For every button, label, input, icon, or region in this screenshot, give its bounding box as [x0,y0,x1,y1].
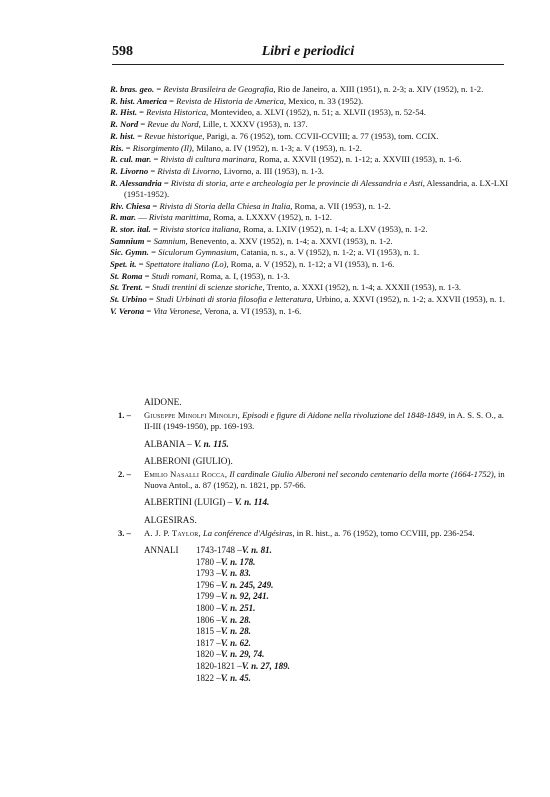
abbrev-title: Spettatore italiano (Lo), [145,259,229,270]
page-header [112,44,504,62]
annali-label [144,557,196,569]
abbrev-key: R. Hist. [110,107,137,118]
abbrev-equals: = [144,235,154,246]
abbrev-details: Roma, a. V (1952), n. 1-12; a VI (1953), n. 1-6. [228,259,395,270]
abbrev-title: Vita Veronese, [153,305,203,316]
ref-dash: – [187,438,192,449]
abbrev-key: R. hist. [110,130,136,141]
abbrev-key: St. Urbino [110,294,147,305]
annali-row [144,568,512,580]
annali-year: 1820 – [196,649,221,660]
abbreviation-entry [110,143,512,154]
abbreviation-entry [110,259,512,270]
annali-ref: V. n. 27, 189. [241,660,290,671]
annali-year: 1743-1748 – [196,545,242,556]
entry-author: A. J. P. Taylor, [144,527,201,538]
abbrev-details: Montevideo, a. XLVI (1952), n. 51; a. XLVII (1953), n. 52-54. [208,107,426,118]
abbrev-title: Revue historique, [144,130,205,141]
entry-number: 1. – [118,410,131,421]
header-rule [112,64,504,65]
abbrev-title: Siculorum Gymnasium, [158,247,239,258]
annali-label [144,591,196,603]
abbrev-equals: = [142,282,153,293]
annali-label [144,626,196,638]
annali-year: 1793 – [196,568,221,579]
annali-row [144,615,512,627]
abbrev-details: Roma, a. LXIV (1952), n. 1-4; a. LXV (1953), n. 1-2. [240,223,428,234]
abbrev-key: St. Roma [110,270,143,281]
annali-year: 1799 – [196,591,221,602]
entry-source: in Nuova Antol., a. 87 (1952), n. 1821, pp. 57-66. [144,469,505,491]
abbrev-key: V. Verona [110,305,145,316]
annali-ref: V. n. 178. [220,556,256,567]
abbrev-details: Benevento, a. XXV (1952), n. 1-4; a. XXVI (1953), n. 1-2. [187,235,393,246]
annali-year: 1806 – [196,614,221,625]
abbrev-equals: = [144,305,154,316]
abbrev-title: Rivista di Storia della Chiesa in Italia, [159,200,293,211]
annali-ref: V. n. 28. [220,614,251,625]
cross-ref-albania [110,439,512,450]
abbrev-key: Samnium [110,235,145,246]
abbrev-key: Spet. it. [110,259,137,270]
abbrev-title: Revista de Historia de America, [176,95,287,106]
abbreviation-entry [110,201,512,212]
abbrev-key: St. Trent. [110,282,143,293]
abbrev-details: Milano, a. IV (1952), n. 1-3; a. V (1953), n. 1-2. [194,142,362,153]
section-heading-algesiras: ALGESIRAS. [144,514,197,525]
entry-author: Emilio Nasalli Rocca, [144,469,228,480]
abbrev-equals: = [154,84,164,94]
abbreviation-entry [110,282,512,293]
entry-title: La conférence d'Algésiras, [202,527,295,538]
entry-title: Episodi e figure di Aidone nella rivoluzione del 1848-1849, [242,410,447,421]
page-number: 598 [112,44,133,59]
abbrev-key: R. cul. mar. [110,154,152,165]
annali-label [144,603,196,615]
annali-year: 1817 – [196,637,221,648]
bib-entry-3 [110,528,512,539]
abbrev-details: Alessandria, a. LX-LXI (1951-1952). [124,177,509,199]
abbreviation-entry [110,247,512,258]
annali-row [144,649,512,661]
annali-ref: V. n. 45. [220,672,251,683]
ref-target: V. n. 115. [194,438,229,449]
abbrev-title: Studi trentini di scienze storiche, [152,282,265,293]
abbrev-title: Rivista storica italiana, [160,223,241,234]
abbreviation-entry [110,306,512,317]
abbreviation-entry [110,212,512,223]
abbreviation-entry [110,178,512,200]
running-title: Libri e periodici [261,44,355,59]
abbrev-title: Revue du Nord, [147,119,201,130]
abbrev-title: Revista Historica, [146,107,209,118]
abbreviation-entry [110,131,512,142]
abbrev-equals: = [166,95,177,106]
annali-ref: V. n. 83. [220,568,251,579]
abbrev-details: Livorno, a. III (1953), n. 1-3. [221,165,324,176]
abbreviation-entry [110,154,512,165]
annali-ref: V. n. 92, 241. [220,591,269,602]
abbrev-title: Rivista di Livorno, [157,165,222,176]
annali-ref: V. n. 62. [220,637,251,648]
ref-subject: ALBANIA [144,438,185,449]
abbreviation-entry [110,119,512,130]
annali-ref: V. n. 251. [220,603,256,613]
entry-source: in R. hist., a. 76 (1952), tomo CCVIII, pp. 236-254. [296,527,475,538]
bib-entry-1 [110,410,512,432]
abbrev-title: Rivista marittima, [148,212,211,223]
abbrev-equals: = [161,177,171,188]
abbreviation-entry [110,271,512,282]
abbreviation-entry [110,294,512,305]
cross-ref-albertini [110,497,512,508]
abbreviation-entry [110,96,512,107]
abbrev-key: Sic. Gymn. [110,247,149,258]
abbrev-details: Mexico, n. 33 (1952). [286,95,364,106]
abbrev-equals: = [148,247,159,258]
annali-label [144,661,196,673]
abbreviation-entry [110,107,512,118]
annali-row [144,591,512,603]
annali-label [144,615,196,627]
entry-number: 2. – [118,469,131,480]
abbrev-equals: = [136,107,147,118]
abbrev-title: Studi Urbinati di storia filosofia e letteratura, [155,294,314,305]
abbrev-title: Revista Brasileira de Geografia, [163,84,276,94]
annali-year: 1820-1821 – [196,660,242,671]
abbreviation-entry [110,224,512,235]
abbrev-details: Verona, a. VI (1953), n. 1-6. [202,305,302,316]
abbrev-equals: = [146,294,156,305]
section-heading-aidone: AIDONE. [144,397,182,407]
abbrev-equals: = [150,223,160,234]
ref-target: V. n. 114. [234,497,270,508]
entry-author: Giuseppe Minolfi Minolfi, [144,410,240,421]
abbrev-equals: — [136,212,149,223]
abbrev-title: Risorgimento (Il), [132,142,195,153]
abbrev-details: Trento, a. XXXI (1952), n. 1-4; a. XXXII (1953), n. 1-3. [264,282,462,293]
entry-source: in A. S. S. O., a. II-III (1949-1950), pp. 169-193. [144,410,504,432]
abbrev-key: R. hist. America [110,95,167,106]
abbrev-title: Studi romani, [151,270,199,281]
annali-row [144,626,512,638]
annali-label [144,638,196,650]
abbrev-key: Riv. Chiesa [110,200,151,211]
abbreviation-list [110,84,512,318]
entry-number: 3. – [118,527,131,538]
entry-title: Il cardinale Giulio Alberoni nel secondo centenario della morte (1664-1752), [229,469,496,480]
ref-dash: – [227,497,233,508]
abbrev-equals: = [136,259,146,270]
abbrev-details: Catania, n. s., a. V (1952), n. 1-2; a. VI (1953), n. 1. [238,247,420,258]
abbrev-key: R. mar. [110,212,137,223]
abbrev-details: Roma, a. LXXXV (1952), n. 1-12. [211,212,332,223]
annali-year: 1796 – [196,579,221,590]
abbrev-equals: = [123,142,133,153]
annali-row [144,545,512,557]
abbreviation-entry [110,166,512,177]
abbrev-equals: = [142,270,152,281]
annali-year: 1815 – [196,626,221,637]
annali-label [144,568,196,580]
abbrev-details: Roma, a. VII (1953), n. 1-2. [292,200,391,211]
section-heading-alberoni: ALBERONI (GIULIO). [144,455,233,466]
annali-label [144,649,196,661]
abbreviation-entry [110,236,512,247]
abbrev-equals: = [150,200,160,211]
abbrev-key: R. bras. geo. [110,84,155,94]
abbrev-title: Rivista di cultura marinara, [160,154,257,165]
abbrev-details: Urbino, a. XXVI (1952), n. 1-2; a. XXVII (1953), n. 1. [313,294,505,305]
annali-row [144,673,512,685]
abbrev-details: Parigi, a. 76 (1952), tom. CCVII-CCVIII; a. 77 (1953), tom. CCIX. [204,130,439,141]
annali-year: 1800 – [196,603,221,613]
abbrev-title: Samnium, [153,235,188,246]
annali-row [144,580,512,592]
annali-row [144,603,512,615]
annali-label: ANNALI [144,545,179,556]
annali-row [144,661,512,673]
abbrev-key: R. Alessandria [110,177,162,188]
annali-year: 1822 – [196,672,221,683]
abbrev-key: R. stor. ital. [110,223,151,234]
annali-label [144,673,196,685]
annali-year: 1780 – [196,556,221,567]
annali-label [144,580,196,592]
annali-row [144,557,512,569]
abbrev-equals: = [148,165,158,176]
annali-ref: V. n. 29, 74. [220,649,265,660]
abbrev-equals: = [135,130,145,141]
abbrev-details: Lille, t. XXXV (1953), n. 137. [200,119,308,130]
abbrev-details: Rio de Janeiro, a. XIII (1951), n. 2-3; a. XIV (1952), n. 1-2. [275,84,484,94]
annali-row [144,638,512,650]
abbreviation-entry [110,84,512,95]
abbrev-key: Ris. [110,142,124,153]
abbrev-equals: = [138,119,148,130]
annali-ref: V. n. 28. [220,626,251,637]
annali-ref: V. n. 245, 249. [220,579,274,590]
annali-index [110,545,512,684]
bibliography-sections [110,397,512,684]
abbrev-details: Roma, a. XXVII (1952), n. 1-12; a. XXVIII (1953), n. 1-6. [256,154,462,165]
abbrev-key: R. Nord [110,119,139,130]
abbrev-title: Rivista di storia, arte e archeologia per le provincie di Alessandria e Asti, [170,177,425,188]
bib-entry-2 [110,469,512,491]
abbrev-details: Roma, a. I, (1953), n. 1-3. [198,270,290,281]
annali-ref: V. n. 81. [241,545,272,556]
abbrev-key: R. Livorno [110,165,149,176]
abbrev-equals: = [151,154,161,165]
ref-subject: ALBERTINI (LUIGI) [144,497,226,508]
